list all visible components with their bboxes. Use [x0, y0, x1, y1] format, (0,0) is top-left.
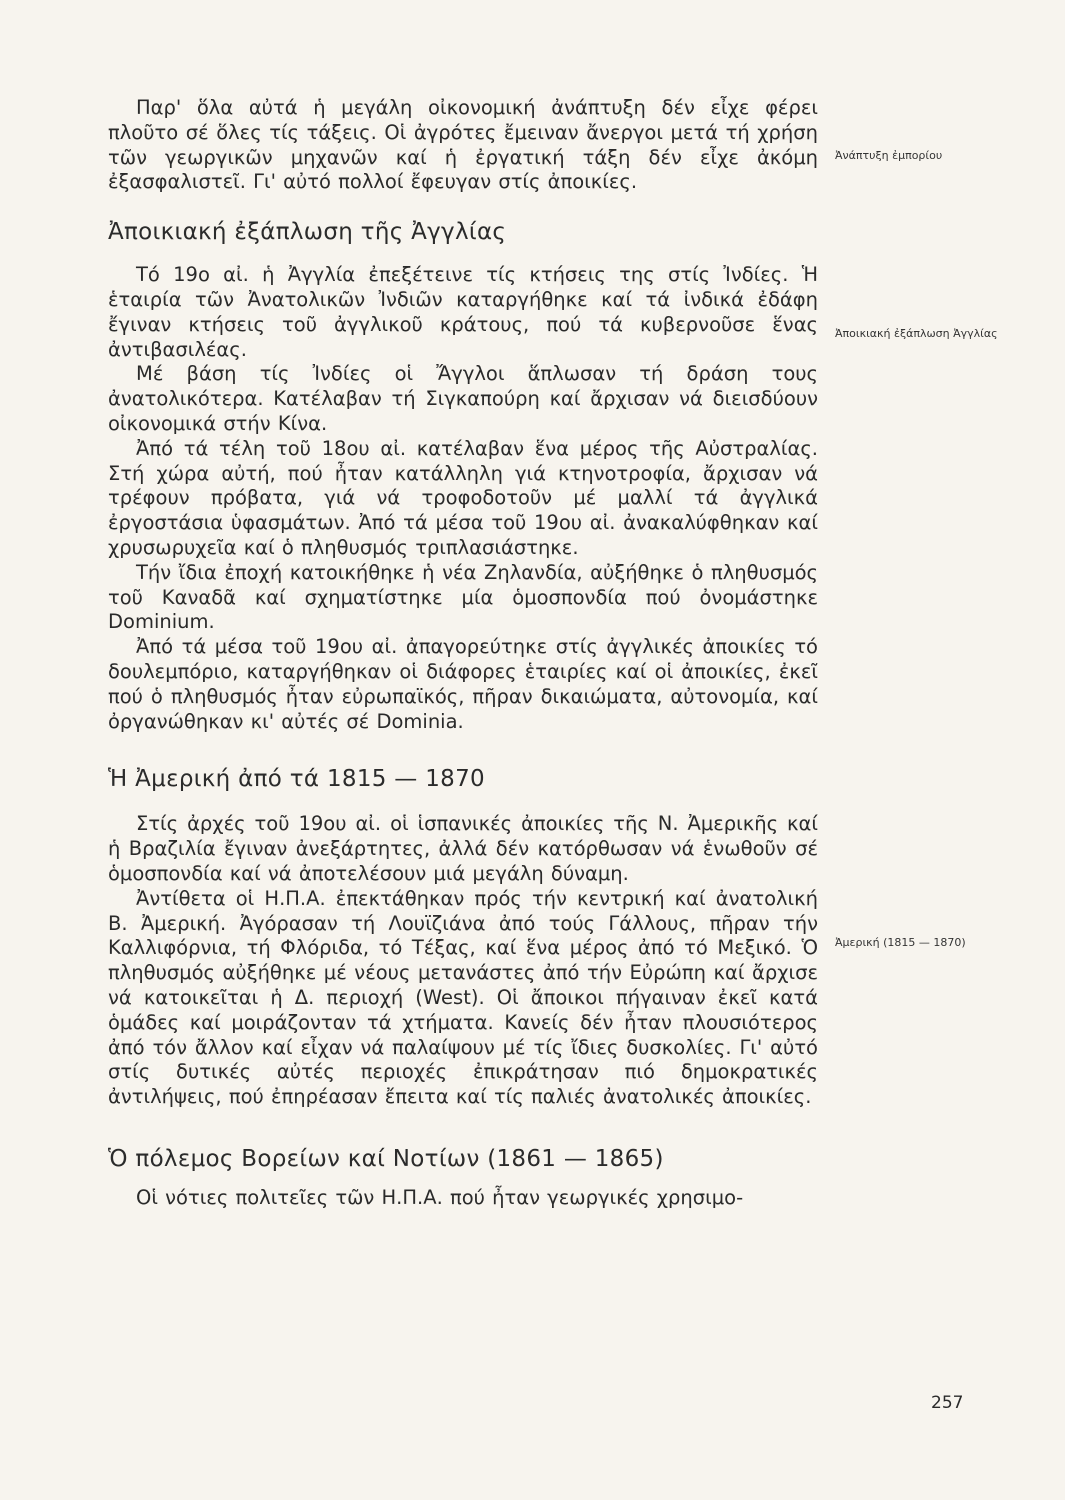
paragraph: Παρ' ὅλα αὐτά ἡ μεγάλη οἰκονομική ἀνάπτυξη δέν εἶχε φέρει πλοῦτο σέ ὅλες τίς τάξεις. Οἱ ἀγρότες ἔμειναν ἄνεργοι μετά τή χρήση τῶν γεωργικῶν μηχανῶν καί ἡ ἐργατική τάξη δέν εἶχε ἀκόμη ἐξασφαλιστεῖ. Γι' αὐτό πολλοί ἔφευγαν στίς ἀποικίες. — [108, 96, 818, 194]
paragraph: Τήν ἴδια ἐποχή κατοικήθηκε ἡ νέα Ζηλανδία, αὐξήθηκε ὁ πληθυσμός τοῦ Καναδᾶ καί σχηματίστηκε μία ὁμοσπονδία πού ὀνομάστηκε Dominium. — [108, 560, 818, 634]
paragraph: Ἀπό τά τέλη τοῦ 18ου αἰ. κατέλαβαν ἕνα μέρος τῆς Αὐστραλίας. Στή χώρα αὐτή, πού ἦταν κατάλληλη γιά κτηνοτροφία, ἄρχισαν νά τρέφουν πρόβατα, γιά νά τροφοδοτοῦν μέ μαλλί τά ἀγγλικά ἐργοστάσια ὑφασμάτων. Ἀπό τά μέσα τοῦ 19ου αἰ. ἀνακαλύφθηκαν καί χρυσωρυχεῖα καί ὁ πληθυσμός τριπλασιάστηκε. — [108, 436, 818, 559]
section-heading: Ἀποικιακή ἐξάπλωση τῆς Ἀγγλίας — [108, 219, 507, 246]
margin-note: Ἀμερική (1815 — 1870) — [835, 936, 966, 949]
paragraph: Ἀπό τά μέσα τοῦ 19ου αἰ. ἀπαγορεύτηκε στίς ἀγγλικές ἀποικίες τό δουλεμπόριο, καταργήθηκαν οἱ διάφορες ἑταιρίες καί οἱ ἀποικίες, ἐκεῖ πού ὁ πληθυσμός ἦταν εὐρωπαϊκός, πῆραν δικαιώματα, αὐτονομία, καί ὀργανώθηκαν κι' αὐτές σέ Dominia. — [108, 635, 818, 733]
margin-note: Ἀνάπτυξη ἐμπορίου — [835, 149, 943, 162]
margin-note: Ἀποικιακή ἐξάπλωση Ἀγγλίας — [835, 327, 998, 340]
page-number: 257 — [931, 1393, 964, 1413]
main-text-column — [108, 96, 818, 1211]
paragraph: Ἀντίθετα οἱ Η.Π.Α. ἐπεκτάθηκαν πρός τήν κεντρική καί ἀνατολική Β. Ἀμερική. Ἀγόρασαν τή Λουϊζιάνα ἀπό τούς Γάλλους, πῆραν τήν Καλλιφόρνια, τή Φλόριδα, τό Τέξας, καί ἕνα μέρος ἀπό τό Μεξικό. Ὁ πληθυσμός αὐξήθηκε μέ νέους μετανάστες ἀπό τήν Εὐρώπη καί ἄρχισε νά κατοικεῖται ἡ Δ. περιοχή (West). Οἱ ἄποικοι πήγαιναν ἐκεῖ κατά ὁμάδες καί μοιράζονταν τά χτήματα. Κανείς δέν ἦταν πλουσιότερος ἀπό τόν ἄλλον καί εἶχαν νά παλαίψουν μέ τίς ἴδιες δυσκολίες. Γι' αὐτό στίς δυτικές αὐτές περιοχές ἐπικράτησαν πιό δημοκρατικές ἀντιλήψεις, πού ἐπηρέασαν ἔπειτα καί τίς παλιές ἀνατολικές ἀποικίες. — [108, 886, 818, 1109]
section-heading: Ἡ Ἀμερική ἀπό τά 1815 — 1870 — [108, 766, 485, 793]
paragraph: Οἱ νότιες πολιτεῖες τῶν Η.Π.Α. πού ἦταν γεωργικές χρησιμο- — [136, 1185, 744, 1209]
paragraph: Τό 19ο αἰ. ἡ Ἀγγλία ἐπεξέτεινε τίς κτήσεις της στίς Ἰνδίες. Ἡ ἑταιρία τῶν Ἀνατολικῶν Ἰνδιῶν καταργήθηκε καί τά ἰνδικά ἐδάφη ἔγιναν κτήσεις τοῦ ἀγγλικοῦ κράτους, πού τά κυβερνοῦσε ἕνας ἀντιβασιλέας. — [108, 263, 818, 361]
paragraph: Μέ βάση τίς Ἰνδίες οἱ Ἄγγλοι ἅπλωσαν τή δράση τους ἀνατολικότερα. Κατέλαβαν τή Σιγκαπούρη καί ἄρχισαν νά διεισδύουν οἰκονομικά στήν Κίνα. — [108, 362, 818, 435]
paragraph: Στίς ἀρχές τοῦ 19ου αἰ. οἱ ἱσπανικές ἀποικίες τῆς Ν. Ἀμερικῆς καί ἡ Βραζιλία ἔγιναν ἀνεξάρτητες, ἀλλά δέν κατόρθωσαν νά ἑνωθοῦν σέ ὁμοσπονδία καί νά ἀποτελέσουν μιά μεγάλη δύναμη. — [108, 812, 818, 885]
section-heading: Ὁ πόλεμος Βορείων καί Νοτίων (1861 — 1865) — [108, 1145, 664, 1172]
